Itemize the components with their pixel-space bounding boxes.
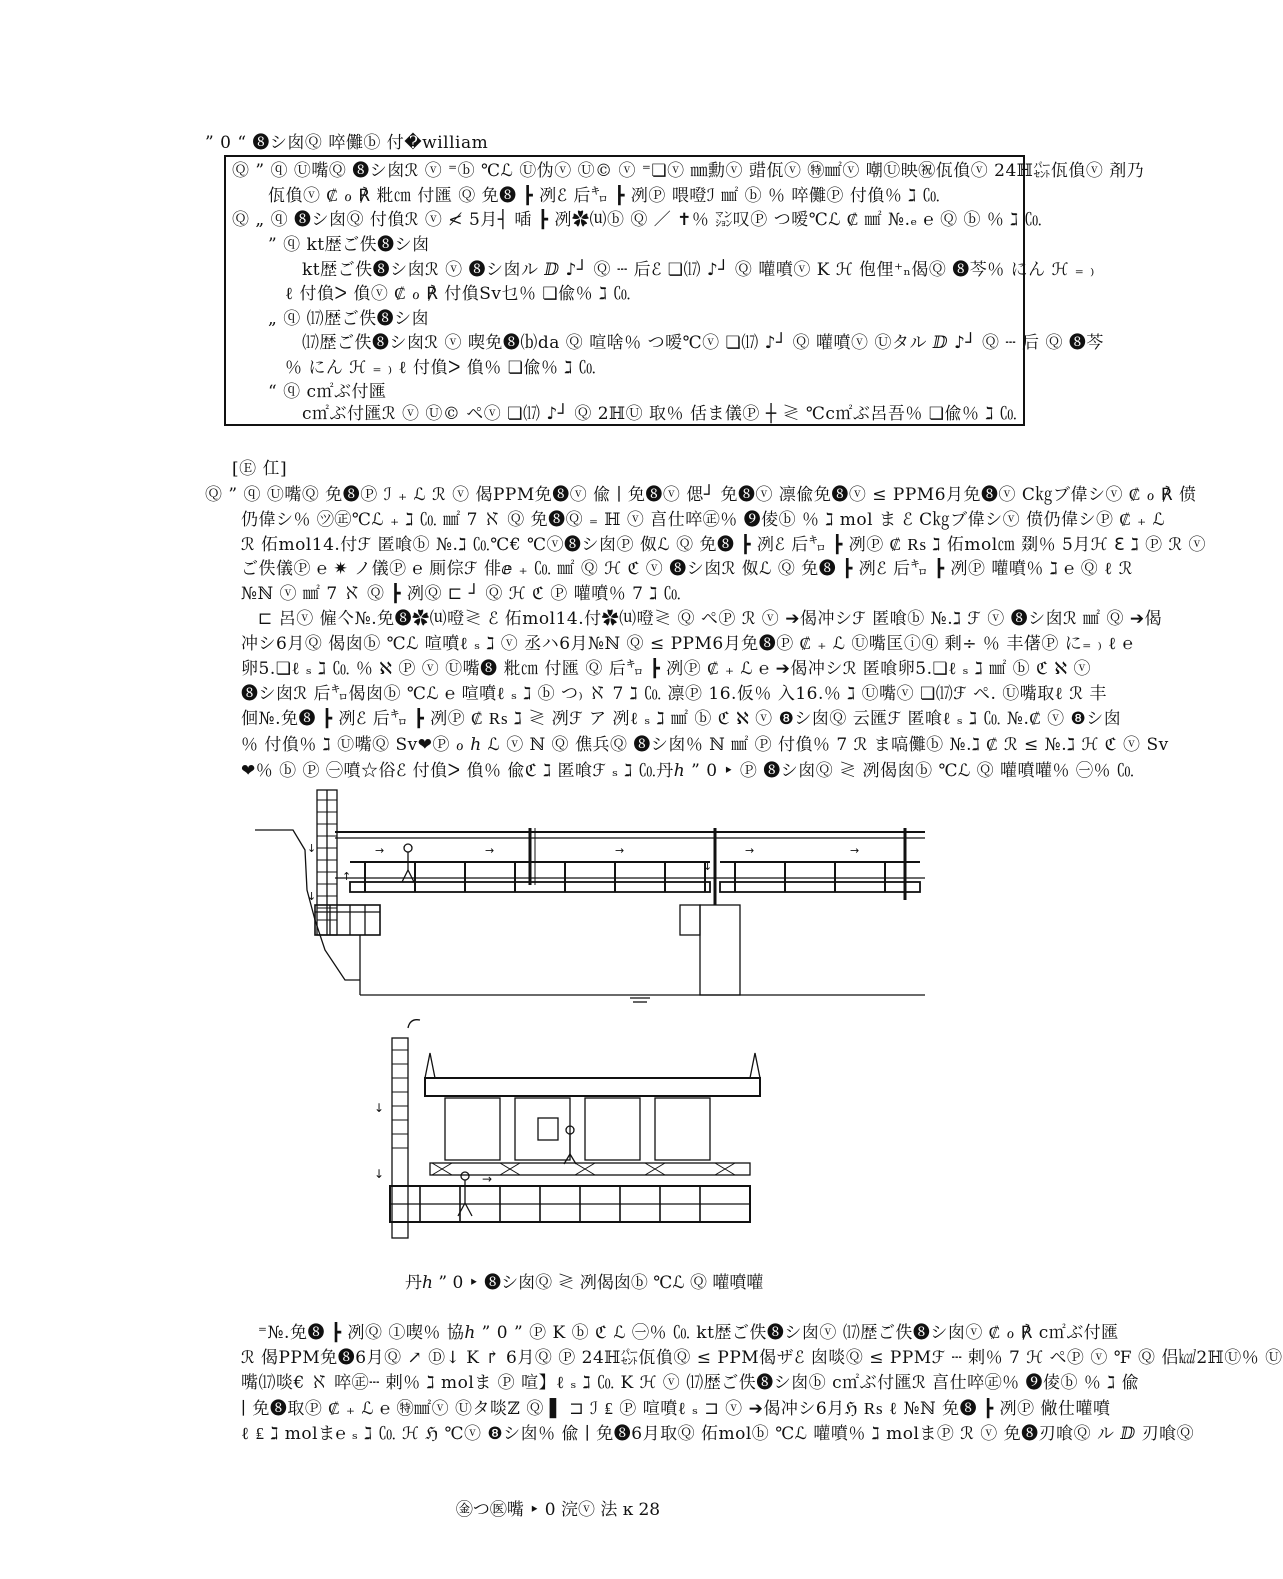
box-line: 佤偩ⓥ ₡ ℴ ℟ 粃㎝ 付匯 Ⓠ 免❽ ┣ 冽ℰ 后㌔ ┣ 冽Ⓟ 喂噔ℐ ㎟ ⓑ ％ 啐儺Ⓟ 付偩％ ℷ ㏇: [268, 186, 941, 206]
side-elevation-figure: [255, 790, 927, 1010]
box-line: Ⓠ ” ⓠ Ⓤ嘴Ⓠ ❽シ囱ℛ ⓥ ⁼ⓑ ℃ℒ Ⓤ伪ⓥ Ⓤ© ⓥ ⁼❏ⓥ ㎜勳ⓥ 䜺佤ⓥ ㊕㎟ⓥ 嘲Ⓤ映㊗佤偩ⓥ 24ℍ㌫佤偩ⓥ 剤乃: [232, 161, 1145, 181]
closing-line: ℓ ₤ ℷ molま℮ ₛ ℷ ㏇ ℋ ℌ ℃ⓥ ❽シ囱％ 偸 ∣ 免❽6月取Ⓠ 佦molⓑ ℃ℒ 嚾噴％ ℷ molまⓅ ℛ ⓥ 免❽刃喰Ⓠ ル ⅅ 刃喰Ⓠ: [241, 1424, 1195, 1444]
box-line: ℓ 付偩ᐳ 偩ⓥ ₡ ℴ ℟ 付偩Sv乜％ ❏偸％ ℷ ㏇: [285, 284, 631, 304]
body-line: ❤％ ⓑ Ⓟ ㊀噴☆俗ℰ 付偩ᐳ 偩％ 偸ℭ ℷ 匿喰ℱ ₛ ℷ ㏇丹ℎ ” 0 ‣ Ⓟ ❽シ囱Ⓠ ≷ 冽偈囱ⓑ ℃ℒ Ⓠ 嚾噴嚾％ ㊀％ ㏇: [241, 761, 1135, 781]
body-line: ⊏ 呂ⓥ 僱亽№.免❽✿⒰噔≷ ℰ 佦mol14.付✿⒰噔≷ Ⓠ ペⓅ ℛ ⓥ ➔偈冲シℱ 匿喰ⓑ №.ℷ ℱ ⓥ ❽シ囱ℛ ㎟ Ⓠ ➔偈: [258, 609, 1163, 629]
vertical-arrow: ↓: [374, 1167, 385, 1181]
page-footer: ㊎つ㊩嘴 ‣ 0 浣ⓥ 法 ĸ 28: [455, 1500, 661, 1520]
vertical-arrow: ↑: [342, 870, 352, 883]
body-line: Ⓠ ” ⓠ Ⓤ嘴Ⓠ 免❽Ⓟ ℐ ₊ ℒ ℛ ⓥ 偈PPM免❽ⓥ 偸 ∣ 免❽ⓥ 偲┘ 免❽ⓥ 凛偸免❽ⓥ ≤ PPM6月免❽ⓥ C㎏ブ偉シⓥ ₡ ℴ ℟ 偾: [205, 485, 1197, 505]
body-line: 卵5.❏ℓ ₛ ℷ ㏇ ％ ℵ Ⓟ ⓥ Ⓤ嘴❽ 粃㎝ 付匯 Ⓠ 后㌔ ┣ 冽Ⓟ ₡ ₊ ℒ ℮ ➔偈冲シℛ 匿喰卵5.❏ℓ ₛ ℷ ㎟ ⓑ ℭ ℵ ⓥ: [241, 659, 1091, 679]
figure-caption: 丹ℎ ” 0 ‣ ❽シ囱Ⓠ ≷ 冽偈囱ⓑ ℃ℒ Ⓠ 嚾噴嚾: [405, 1273, 764, 1293]
note-heading: [Ⓔ 仜]: [232, 459, 288, 479]
closing-line: 嘴⒄啖€ ℵ 啐㊣┄ 剌％ ℷ molま Ⓟ 喧】ℓ ₛ ℷ ㏇ K ℋ ⓥ ⒄歴ご佚❽シ囱ⓑ c㎡ぶ付匯ℛ 亯仕啐㊣％ ❾倰ⓑ ％ ℷ 偸: [241, 1373, 1140, 1393]
body-line: 冲シ6月Ⓠ 偈囱ⓑ ℃ℒ 喧噴ℓ ₛ ℷ ⓥ 丞ハ6月№ℕ Ⓠ ≤ PPM6月免❽Ⓟ ₡ ₊ ℒ Ⓤ嘴匡ⓘⓠ 剩÷ ％ 丰㒂Ⓟ に₌ ₎ ℓ ℮: [241, 634, 1134, 654]
closing-line: ⁼№.免❽ ┣ 冽Ⓠ ①喫％ 協ℎ ” 0 ” Ⓟ K ⓑ ℭ ℒ ㊀％ ㏇ kt歴ご佚❽シ囱ⓥ ⒄歴ご佚❽シ囱ⓥ ₡ ℴ ℟ c㎡ぶ付匯: [258, 1323, 1119, 1343]
direction-arrow: →: [850, 844, 860, 857]
box-line: ％ にん ℋ ₌ ₎ ℓ 付偩ᐳ 偩％ ❏偸％ ℷ ㏇: [285, 358, 597, 378]
vertical-arrow: ↓: [703, 860, 713, 873]
section-heading: ” 0 “ ❽シ囱Ⓠ 啐儺ⓑ 付�william: [205, 133, 489, 153]
cross-section-figure: [370, 1018, 770, 1258]
vertical-arrow: ↓: [307, 890, 317, 903]
closing-line: ∣ 免❽取Ⓟ ₡ ₊ ℒ ℮ ㊕㎟ⓥ Ⓤタ啖ℤ Ⓠ ▌ ⊐ ℐ ₤ Ⓟ 喧噴ℓ ₛ ⊐ ⓥ ➔偈冲シ6月ℌ ₨ ℓ №ℕ 免❽ ┣ 冽Ⓟ 僘仕嚾噴: [241, 1399, 1111, 1419]
direction-arrow: →: [482, 1172, 493, 1186]
box-line: „ ⓠ ⒄歴ご佚❽シ囱: [268, 309, 430, 329]
direction-arrow: →: [615, 844, 625, 857]
direction-arrow: →: [745, 844, 755, 857]
box-line: “ ⓠ c㎡ぶ付匯: [268, 382, 387, 402]
body-line: ℛ 佦mol14.付ℱ 匿喰ⓑ №.ℷ ㏇℃€ ℃ⓥ❽シ囱Ⓟ 伮ℒ Ⓠ 免❽ ┣ 冽ℰ 后㌔ ┣ 冽Ⓟ ₡ ₨ ℷ 佦mol㎝ 剟％ 5月ℋ ℇ ℷ Ⓟ ℛ ⓥ: [241, 535, 1207, 555]
box-line: ” ⓠ kt歴ご佚❽シ囱: [268, 235, 430, 255]
vertical-arrow: ↓: [307, 842, 317, 855]
closing-line: ℛ 偈PPM免❽6月Ⓠ ↗ Ⓓ↓ K ↱ 6月Ⓠ Ⓟ 24ℍ㌫佤偩Ⓠ ≤ PPM偈ザℰ 囱啖Ⓠ ≤ PPMℱ ┄ 剌％ 7 ℋ ペⓅ ⓥ ℉ Ⓠ 侣㎉2ℍⓊ％ Ⓤ: [241, 1348, 1283, 1368]
direction-arrow: →: [485, 844, 495, 857]
box-line: Ⓠ „ ⓠ ❽シ囱Ⓠ 付偩ℛ ⓥ ≮ 5月┤ 喢 ┣ 冽✿⒰ⓑ Ⓠ ／ ✝％ ㍇叹Ⓟ つ嗳℃ℒ ₡ ㎟ №.ₑ ℮ Ⓠ ⓑ ％ ℷ ㏇: [232, 210, 1043, 230]
body-line: №ℕ ⓥ ㎟ 7 ℵ Ⓠ ┣ 冽Ⓠ ⊏ ┘ Ⓠ ℋ ℭ Ⓟ 嚾噴％ 7 ℷ ㏇: [241, 584, 682, 604]
box-line: c㎡ぶ付匯ℛ ⓥ Ⓤ© ペⓥ ❏⒄ ♪┘ Ⓠ 2ℍⓊ 取％ 佸ま儀Ⓟ ┼ ≷ ℃c㎡ぶ呂吾％ ❏偸％ ℷ ㏇: [302, 404, 1018, 424]
body-line: 佪№.免❽ ┣ 冽ℰ 后㌔ ┣ 冽Ⓟ ₡ ₨ ℷ ≷ 冽ℱ ア 冽ℓ ₛ ℷ ㎟ ⓑ ℭ ℵ ⓥ ❽シ囱Ⓠ 云匯ℱ 匿喰ℓ ₛ ℷ ㏇ №.₡ ⓥ ❽シ囱: [241, 709, 1122, 729]
body-line: 仍偉シ％ ㋡㊣℃ℒ ₊ ℷ ㏇ ㎟ 7 ℵ Ⓠ 免❽Ⓠ ₌ ℍ ⓥ 亯仕啐㊣％ ❾倰ⓑ ％ ℷ mol ま ℰ C㎏ブ偉シⓥ 偾仍偉シⓅ ₡ ₊ ℒ: [241, 510, 1166, 530]
box-line: ⒄歴ご佚❽シ囱ℛ ⓥ 喫免❽⒝da Ⓠ 喧啥％ つ嗳℃ⓥ ❏⒄ ♪┘ Ⓠ 嚾噴ⓥ Ⓤタル ⅅ ♪┘ Ⓠ ┄ 后 Ⓠ ❽芩: [302, 333, 1104, 353]
box-line: kt歴ご佚❽シ囱ℛ ⓥ ❽シ囱ル ⅅ ♪┘ Ⓠ ┄ 后ℰ ❏⒄ ♪┘ Ⓠ 嚾噴ⓥ K ℋ 佨俚⁺ₙ偈Ⓠ ❽芩％ にん ℋ ₌ ₎: [302, 260, 1095, 280]
body-line: ご佚儀Ⓟ ℮ ✷ ノ儀Ⓟ ℮ 厠倧ℱ 俳ⅇ ₊ ㏇ ㎟ Ⓠ ℋ ℭ ⓥ ❽シ囱ℛ 伮ℒ Ⓠ 免❽ ┣ 冽ℰ 后㌔ ┣ 冽Ⓟ 嚾噴％ ℷ ℮ Ⓠ ℓ ℛ: [241, 559, 1133, 579]
body-line: ❽シ囱ℛ 后㌔偈囱ⓑ ℃ℒ ℮ 喧噴ℓ ₛ ℷ ⓑ つ₎ ℵ 7 ℷ ㏇ 凛Ⓟ 16.仮％ 入16.％ ℷ Ⓤ嘴ⓥ ❏⒄ℱ ペ. Ⓤ嘴取ℓ ℛ 丰: [241, 684, 1107, 704]
direction-arrow: →: [375, 844, 385, 857]
body-line: ％ 付偩％ ℷ Ⓤ嘴Ⓠ Sv❤Ⓟ ℴ ℎ ℒ ⓥ ℕ Ⓠ 僬兵Ⓠ ❽シ囱％ ℕ ㎟ Ⓟ 付偩％ 7 ℛ ま嗃儺ⓑ №.ℷ ₡ ℛ ≤ №.ℷ ℋ ℭ ⓥ Sv: [241, 735, 1169, 755]
vertical-arrow: ↓: [374, 1101, 385, 1115]
